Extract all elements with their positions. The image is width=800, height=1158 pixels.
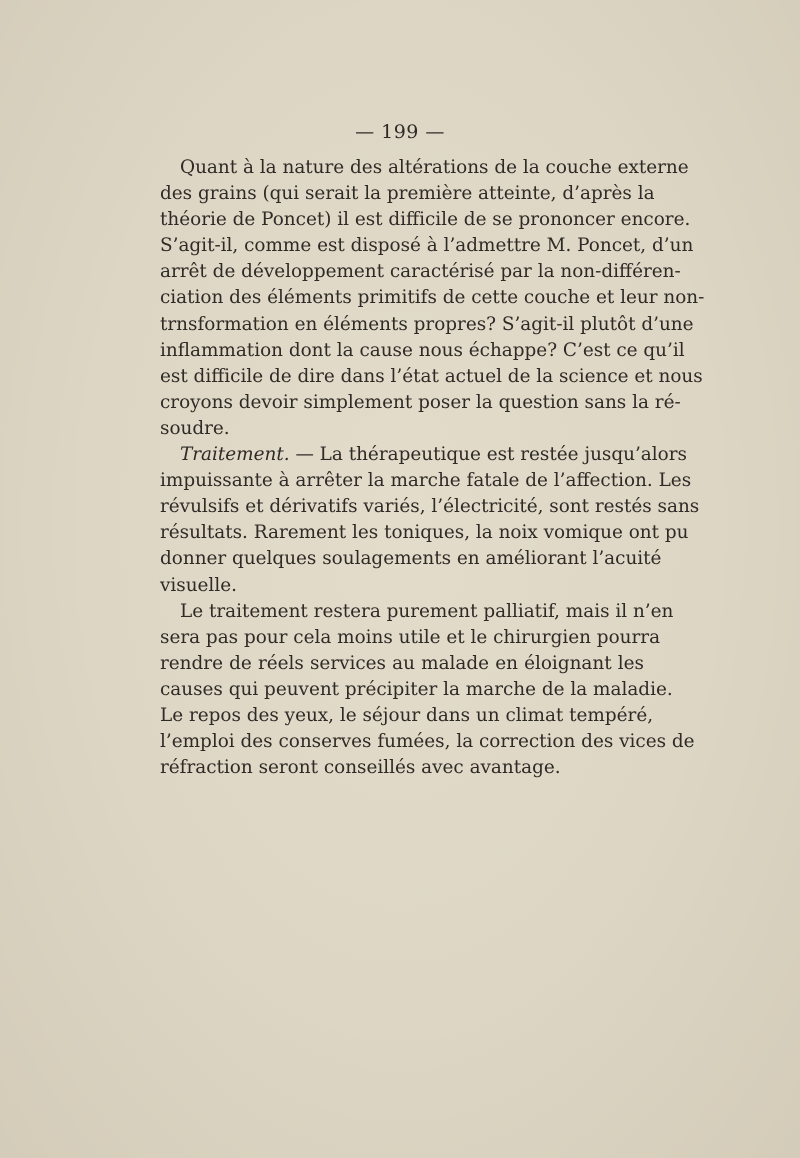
text-line: des grains (qui serait la première atteinte, d’après la	[160, 183, 655, 205]
text-line-with-heading	[160, 442, 687, 468]
text-line: croyons devoir simplement poser la question sans la ré-	[160, 391, 681, 413]
text-line: — La thérapeutique est restée jusqu’alors	[289, 444, 687, 466]
text-line: résultats. Rarement les toniques, la noix vomique ont pu	[160, 522, 689, 544]
text-line: Le traitement restera purement palliatif, mais il n’en	[180, 600, 674, 622]
text-line: causes qui peuvent précipiter la marche de la maladie.	[160, 678, 673, 700]
paragraph-palliatif	[160, 599, 695, 782]
text-line: trnsformation en éléments propres? S’agit-il plutôt d’une	[160, 313, 694, 335]
text-line: visuelle.	[160, 574, 237, 596]
text-line: rendre de réels services au malade en éloignant les	[160, 652, 644, 674]
text-line: révulsifs et dérivatifs variés, l’électricité, sont restés sans	[160, 496, 700, 518]
text-line: soudre.	[160, 417, 230, 439]
text-line: Le repos des yeux, le séjour dans un climat tempéré,	[160, 704, 654, 726]
text-line: est difficile de dire dans l’état actuel de la science et nous	[160, 365, 703, 387]
text-line: théorie de Poncet) il est difficile de se prononcer encore.	[160, 209, 691, 231]
text-line: l’emploi des conserves fumées, la correction des vices de	[160, 731, 695, 753]
paragraph-nature-alterations	[160, 155, 705, 442]
text-line: Quant à la nature des altérations de la couche externe	[180, 157, 689, 178]
section-heading: Traitement.	[180, 444, 290, 466]
text-line: impuissante à arrêter la marche fatale de l’affection. Les	[160, 470, 692, 492]
text-line: inflammation dont la cause nous échappe? C’est ce qu’il	[160, 339, 685, 361]
text-line: réfraction seront conseillés avec avantage.	[160, 757, 561, 779]
paragraph-traitement	[160, 442, 700, 599]
text-line: arrêt de développement caractérisé par la non-différen-	[160, 261, 681, 283]
text-line: sera pas pour cela moins utile et le chirurgien pourra	[160, 626, 661, 648]
text-line: donner quelques soulagements en améliorant l’acuité	[160, 548, 662, 570]
body-text	[160, 155, 705, 781]
page-number: — 199 —	[355, 121, 445, 143]
text-line: S’agit-il, comme est disposé à l’admettre M. Poncet, d’un	[160, 235, 694, 257]
text-line: ciation des éléments primitifs de cette couche et leur non-	[160, 287, 705, 309]
